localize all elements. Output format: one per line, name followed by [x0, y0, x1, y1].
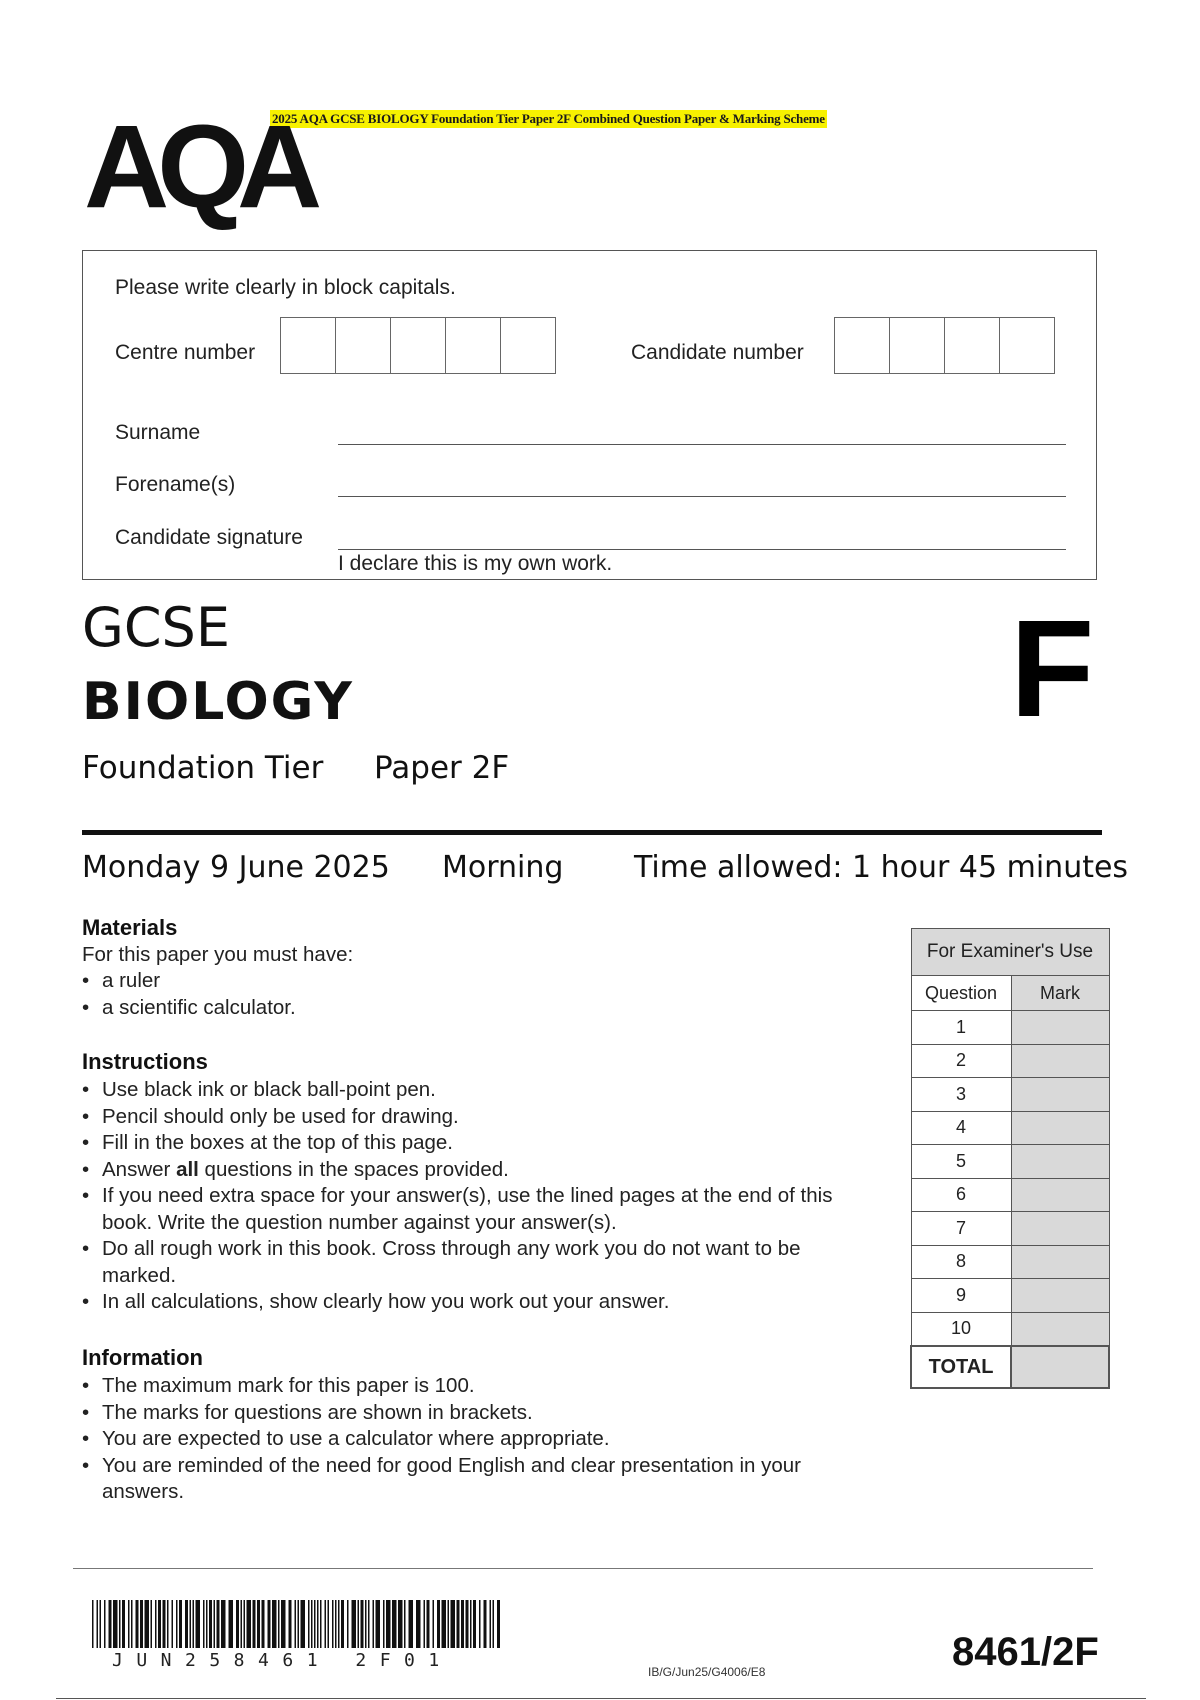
aqa-logo: AQA — [84, 101, 311, 233]
list-item: • In all calculations, show clearly how you work out your answer. — [80, 1289, 880, 1316]
list-item: • The marks for questions are shown in brackets. — [80, 1400, 810, 1427]
candidate-number-label: Candidate number — [631, 341, 804, 364]
page-bottom-rule — [56, 1698, 1146, 1699]
mark-cell — [1011, 1212, 1109, 1246]
candidate-details-box — [82, 250, 1097, 580]
tier-label: Foundation Tier — [82, 750, 324, 786]
centre-number-digit-box[interactable] — [390, 317, 446, 374]
mark-cell — [1011, 1312, 1109, 1346]
materials-heading: Materials — [82, 915, 178, 940]
block-capitals-instruction: Please write clearly in block capitals. — [115, 276, 456, 299]
time-allowed: Time allowed: 1 hour 45 minutes — [634, 850, 1129, 885]
instruction-answer-prefix: Answer all questions in the spaces provided. — [102, 1157, 509, 1181]
candidate-number-digit-box[interactable] — [999, 317, 1055, 374]
list-item: • Pencil should only be used for drawing. — [80, 1104, 880, 1131]
centre-number-label: Centre number — [115, 341, 256, 364]
mark-cell — [1011, 1111, 1109, 1145]
question-number: 4 — [911, 1111, 1011, 1145]
question-number: 6 — [911, 1178, 1011, 1212]
information-list — [80, 1373, 810, 1506]
list-item: • You are expected to use a calculator where appropriate. — [80, 1426, 810, 1453]
forenames-line[interactable] — [338, 496, 1066, 497]
signature-line[interactable] — [338, 549, 1066, 550]
centre-number-digit-box[interactable] — [445, 317, 501, 374]
list-item: • You are reminded of the need for good English and clear presentation in your answers. — [80, 1453, 810, 1506]
centre-number-digit-box[interactable] — [335, 317, 391, 374]
footer-rule — [73, 1568, 1093, 1569]
candidate-number-digit-box[interactable] — [944, 317, 1000, 374]
signature-label: Candidate signature — [115, 526, 303, 549]
examiners-use-table — [910, 928, 1110, 1389]
question-number: 3 — [911, 1078, 1011, 1112]
mark-cell — [1011, 1279, 1109, 1313]
question-number: 1 — [911, 1011, 1011, 1045]
document-title-banner: 2025 AQA GCSE BIOLOGY Foundation Tier Paper 2F Combined Question Paper & Marking Scheme — [272, 111, 825, 126]
list-item — [80, 1157, 880, 1184]
question-number: 2 — [911, 1044, 1011, 1078]
materials-intro: For this paper you must have: — [82, 943, 354, 966]
paper-code: 8461/2F — [952, 1630, 1099, 1674]
forenames-label: Forename(s) — [115, 473, 236, 496]
centre-number-boxes — [281, 317, 556, 374]
document-reference: IB/G/Jun25/G4006/E8 — [648, 1665, 766, 1679]
mark-cell — [1011, 1044, 1109, 1078]
information-heading: Information — [82, 1345, 203, 1370]
centre-number-digit-box[interactable] — [500, 317, 556, 374]
list-item: • Use black ink or black ball-point pen. — [80, 1077, 880, 1104]
mark-cell — [1011, 1078, 1109, 1112]
paper-label: Paper 2F — [374, 750, 510, 786]
examiners-use-title: For Examiner's Use — [911, 929, 1109, 976]
list-item: • a ruler — [80, 968, 880, 995]
exam-date: Monday 9 June 2025 — [82, 850, 390, 885]
surname-label: Surname — [115, 421, 201, 444]
list-item: • a scientific calculator. — [80, 995, 880, 1022]
question-number: 7 — [911, 1212, 1011, 1246]
barcode — [92, 1600, 502, 1656]
barcode-text: JUN258461 2F01 — [112, 1650, 453, 1671]
materials-list — [80, 968, 880, 1021]
surname-line[interactable] — [338, 444, 1066, 445]
list-item: • Do all rough work in this book. Cross through any work you do not want to be marked. — [80, 1236, 822, 1289]
instructions-heading: Instructions — [82, 1049, 208, 1074]
candidate-number-digit-box[interactable] — [834, 317, 890, 374]
total-label: TOTAL — [911, 1346, 1011, 1388]
candidate-number-boxes — [835, 317, 1055, 374]
declaration-text: I declare this is my own work. — [338, 552, 613, 575]
mark-cell — [1011, 1145, 1109, 1179]
question-number: 5 — [911, 1145, 1011, 1179]
instructions-list — [80, 1077, 880, 1316]
mark-cell — [1011, 1245, 1109, 1279]
divider-rule — [82, 830, 1102, 835]
total-mark-cell — [1011, 1346, 1109, 1388]
question-number: 8 — [911, 1245, 1011, 1279]
question-column-header: Question — [911, 976, 1011, 1011]
centre-number-digit-box[interactable] — [280, 317, 336, 374]
tier-letter: F — [1010, 592, 1095, 746]
mark-cell — [1011, 1011, 1109, 1045]
mark-cell — [1011, 1178, 1109, 1212]
qualification-title: GCSE — [82, 596, 230, 659]
question-number: 9 — [911, 1279, 1011, 1313]
subject-title: BIOLOGY — [82, 672, 354, 732]
list-item: • Fill in the boxes at the top of this page. — [80, 1130, 880, 1157]
exam-session: Morning — [442, 850, 564, 885]
candidate-number-digit-box[interactable] — [889, 317, 945, 374]
list-item: • If you need extra space for your answer(s), use the lined pages at the end of this book. Write the question number against your answer(s). — [80, 1183, 880, 1236]
question-number: 10 — [911, 1312, 1011, 1346]
list-item: • The maximum mark for this paper is 100. — [80, 1373, 810, 1400]
mark-column-header: Mark — [1011, 976, 1109, 1011]
